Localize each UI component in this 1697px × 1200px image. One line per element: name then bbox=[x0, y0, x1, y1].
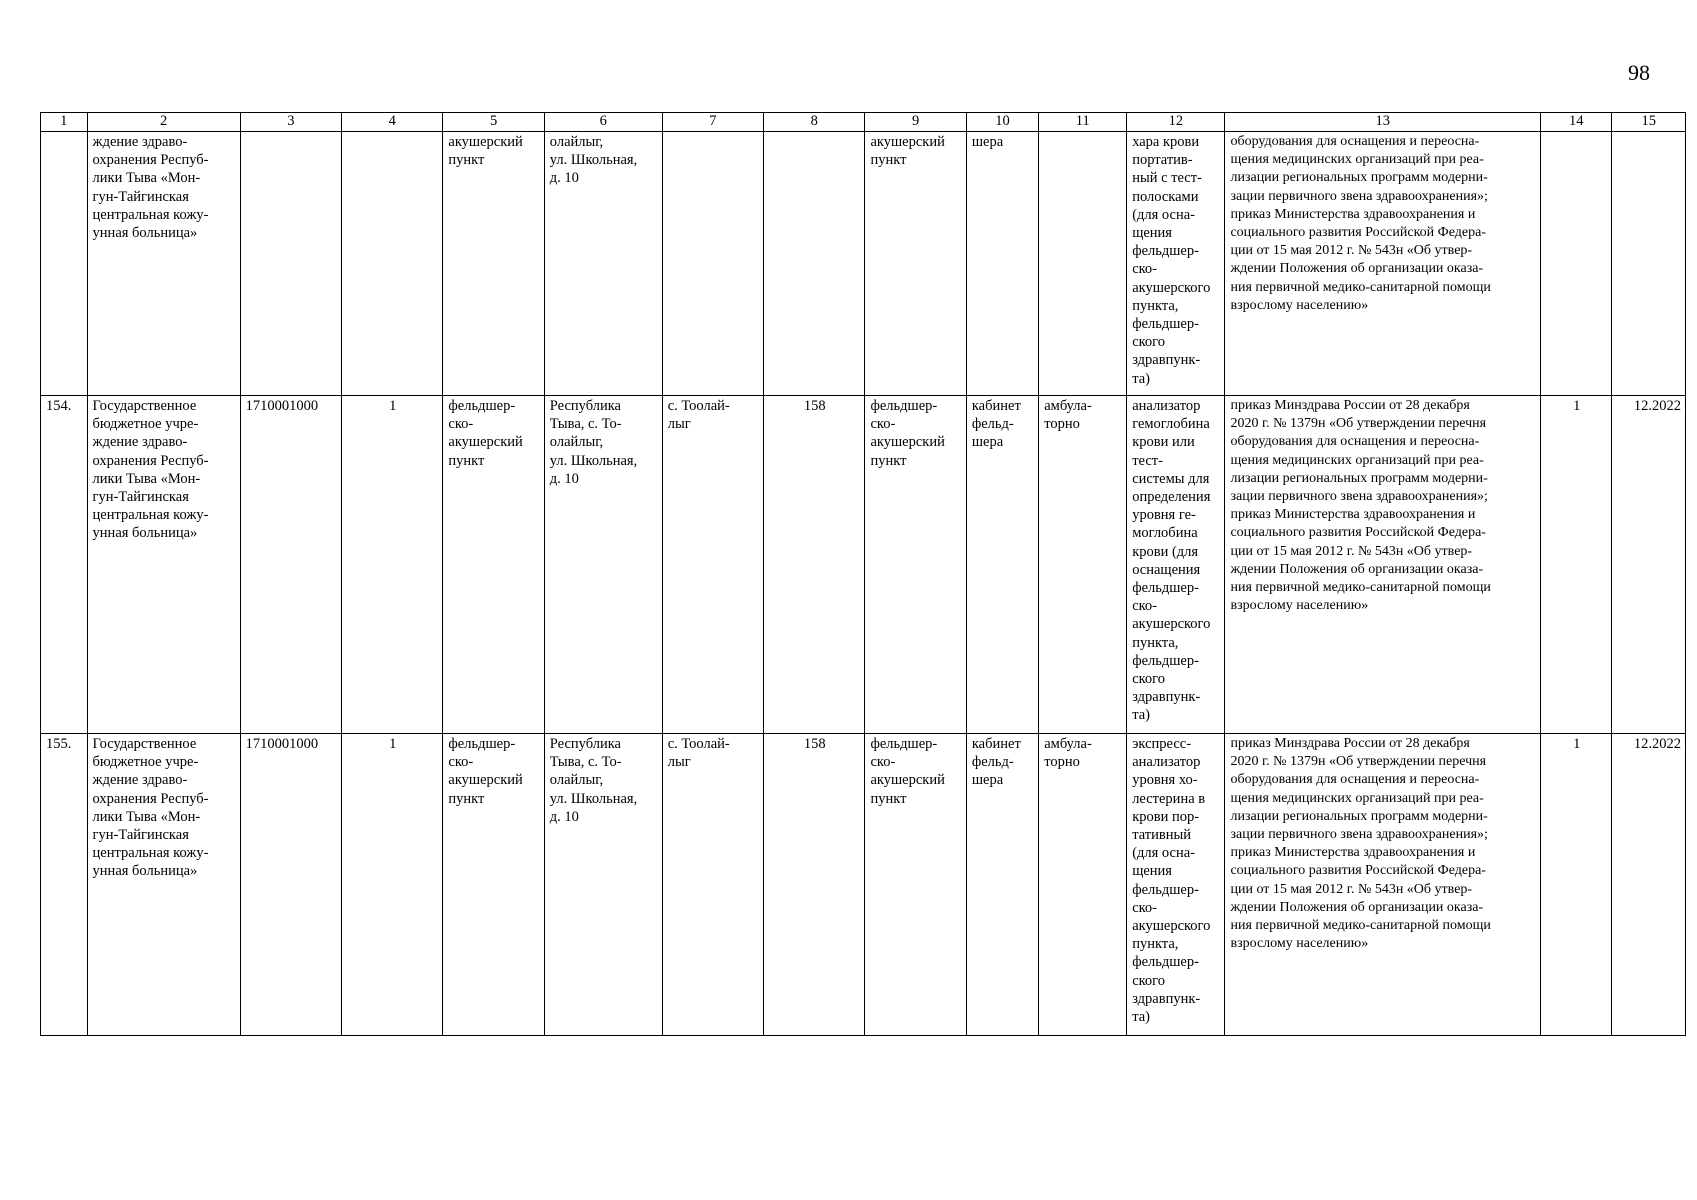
column-header-14: 14 bbox=[1541, 113, 1612, 132]
cell-equipment: хара крови портатив- ный с тест- полосками (для осна- щения фельдшер- ско- акушерского пункта, фельдшер- ского здравпунк- та) bbox=[1127, 132, 1225, 396]
cell-row-number: 155. bbox=[41, 734, 88, 1036]
cell-address: Республика Тыва, с. То- олайлыг, ул. Школьная, д. 10 bbox=[544, 734, 662, 1036]
cell-col-8 bbox=[764, 132, 865, 396]
header-row bbox=[41, 113, 1686, 132]
cell-oktmo: 1710001000 bbox=[240, 396, 341, 734]
column-header-7: 7 bbox=[662, 113, 763, 132]
cell-quantity: 1 bbox=[1541, 396, 1612, 734]
column-header-12: 12 bbox=[1127, 113, 1225, 132]
cell-care-form bbox=[1039, 132, 1127, 396]
cell-address: Республика Тыва, с. То- олайлыг, ул. Школьная, д. 10 bbox=[544, 396, 662, 734]
cell-unit-type: фельдшер- ско- акушерский пункт bbox=[443, 396, 544, 734]
cell-unit-type: акушерский пункт bbox=[443, 132, 544, 396]
cell-institution: ждение здраво- охранения Респуб- лики Тыва «Мон- гун-Тайгинская центральная кожу- унная больница» bbox=[87, 132, 240, 396]
column-header-10: 10 bbox=[966, 113, 1038, 132]
column-header-15: 15 bbox=[1612, 113, 1686, 132]
cell-address: олайлыг, ул. Школьная, д. 10 bbox=[544, 132, 662, 396]
cell-quantity bbox=[1541, 132, 1612, 396]
cell-locality: с. Тоолай- лыг bbox=[662, 396, 763, 734]
column-header-8: 8 bbox=[764, 113, 865, 132]
column-header-1: 1 bbox=[41, 113, 88, 132]
cell-row-number bbox=[41, 132, 88, 396]
cell-oktmo: 1710001000 bbox=[240, 734, 341, 1036]
cell-room: кабинет фельд- шера bbox=[966, 734, 1038, 1036]
cell-room: шера bbox=[966, 132, 1038, 396]
cell-unit-type: фельдшер- ско- акушерский пункт bbox=[443, 734, 544, 1036]
cell-date: 12.2022 bbox=[1612, 396, 1686, 734]
column-header-9: 9 bbox=[865, 113, 966, 132]
cell-row-number: 154. bbox=[41, 396, 88, 734]
column-header-4: 4 bbox=[342, 113, 443, 132]
cell-department: акушерский пункт bbox=[865, 132, 966, 396]
column-header-13: 13 bbox=[1225, 113, 1541, 132]
cell-legal-basis: приказ Минздрава России от 28 декабря 2020 г. № 1379н «Об утверждении перечня оборудования для оснащения и переосна- щения медицинских организаций при реа- лизации региональных программ модерни- зации первичного звена здравоохранения»; приказ Министерства здравоохранения и социального развития Российской Федера- ции от 15 мая 2012 г. № 543н «Об утвер- ждении Положения об организации оказа- ния первичной медико-санитарной помощи взрослому населению» bbox=[1225, 396, 1541, 734]
cell-equipment: экспресс- анализатор уровня хо- лестерина в крови пор- тативный (для осна- щения фельдшер- ско- акушерского пункта, фельдшер- ского здравпунк- та) bbox=[1127, 734, 1225, 1036]
cell-equipment: анализатор гемоглобина крови или тест- системы для определения уровня ге- моглобина крови (для оснащения фельдшер- ско- акушерского пункта, фельдшер- ского здравпунк- та) bbox=[1127, 396, 1225, 734]
column-header-6: 6 bbox=[544, 113, 662, 132]
cell-date: 12.2022 bbox=[1612, 734, 1686, 1036]
cell-locality bbox=[662, 132, 763, 396]
page-number: 98 bbox=[1628, 60, 1650, 85]
cell-oktmo bbox=[240, 132, 341, 396]
column-header-3: 3 bbox=[240, 113, 341, 132]
table-row bbox=[41, 396, 1686, 734]
cell-col-8: 158 bbox=[764, 734, 865, 1036]
cell-institution: Государственное бюджетное учре- ждение здраво- охранения Респуб- лики Тыва «Мон- гун-Тайгинская центральная кожу- унная больница» bbox=[87, 734, 240, 1036]
cell-care-form: амбула- торно bbox=[1039, 734, 1127, 1036]
cell-col-4: 1 bbox=[342, 396, 443, 734]
cell-legal-basis: оборудования для оснащения и переосна- щения медицинских организаций при реа- лизации региональных программ модерни- зации первичного звена здравоохранения»; приказ Министерства здравоохранения и социального развития Российской Федера- ции от 15 мая 2012 г. № 543н «Об утвер- ждении Положения об организации оказа- ния первичной медико-санитарной помощи взрослому населению» bbox=[1225, 132, 1541, 396]
table-row bbox=[41, 132, 1686, 396]
cell-locality: с. Тоолай- лыг bbox=[662, 734, 763, 1036]
equipment-table bbox=[40, 112, 1686, 1036]
cell-col-8: 158 bbox=[764, 396, 865, 734]
column-header-11: 11 bbox=[1039, 113, 1127, 132]
cell-legal-basis: приказ Минздрава России от 28 декабря 2020 г. № 1379н «Об утверждении перечня оборудования для оснащения и переосна- щения медицинских организаций при реа- лизации региональных программ модерни- зации первичного звена здравоохранения»; приказ Министерства здравоохранения и социального развития Российской Федера- ции от 15 мая 2012 г. № 543н «Об утвер- ждении Положения об организации оказа- ния первичной медико-санитарной помощи взрослому населению» bbox=[1225, 734, 1541, 1036]
cell-care-form: амбула- торно bbox=[1039, 396, 1127, 734]
cell-date bbox=[1612, 132, 1686, 396]
cell-institution: Государственное бюджетное учре- ждение здраво- охранения Респуб- лики Тыва «Мон- гун-Тайгинская центральная кожу- унная больница» bbox=[87, 396, 240, 734]
table-row bbox=[41, 734, 1686, 1036]
cell-col-4 bbox=[342, 132, 443, 396]
cell-room: кабинет фельд- шера bbox=[966, 396, 1038, 734]
cell-department: фельдшер- ско- акушерский пункт bbox=[865, 396, 966, 734]
cell-quantity: 1 bbox=[1541, 734, 1612, 1036]
column-header-5: 5 bbox=[443, 113, 544, 132]
cell-col-4: 1 bbox=[342, 734, 443, 1036]
column-header-2: 2 bbox=[87, 113, 240, 132]
cell-department: фельдшер- ско- акушерский пункт bbox=[865, 734, 966, 1036]
